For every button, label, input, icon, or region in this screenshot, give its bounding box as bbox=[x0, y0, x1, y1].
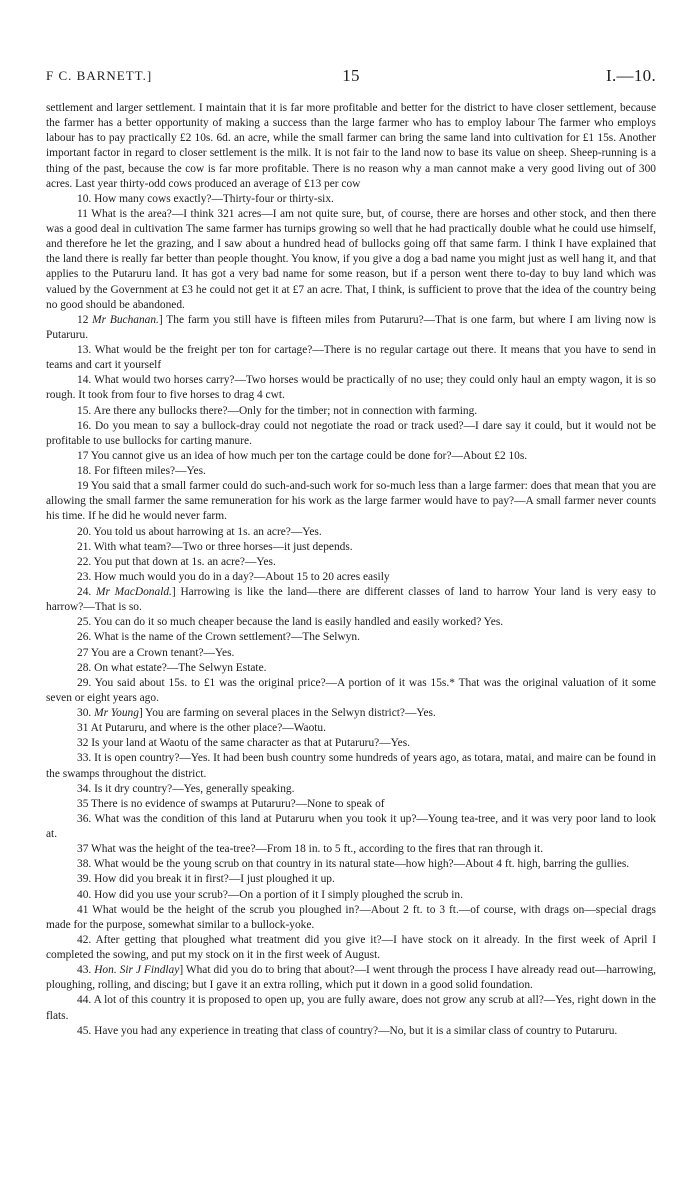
testimony-paragraph bbox=[46, 676, 656, 706]
testimony-paragraph bbox=[46, 1024, 656, 1039]
testimony-paragraph bbox=[46, 525, 656, 540]
question-number: 38. bbox=[77, 858, 94, 871]
question-number: 40. bbox=[77, 888, 95, 901]
question-number: 31 bbox=[77, 722, 91, 735]
question-number: 33. bbox=[77, 752, 95, 765]
question-number: 15. bbox=[77, 404, 94, 417]
question-number: 11 bbox=[77, 207, 92, 220]
testimony-paragraph bbox=[46, 872, 656, 887]
testimony-paragraph bbox=[46, 419, 656, 449]
body-text bbox=[46, 101, 656, 1039]
testimony-paragraph bbox=[46, 555, 656, 570]
speaker-name: Mr Young bbox=[94, 707, 139, 719]
paragraph-text: You are a Crown tenant?—Yes. bbox=[90, 646, 235, 659]
question-number: 39. bbox=[77, 873, 95, 886]
testimony-paragraph bbox=[46, 661, 656, 676]
testimony-paragraph bbox=[46, 842, 656, 857]
question-number: 13. bbox=[77, 344, 95, 356]
testimony-paragraph bbox=[46, 706, 656, 721]
paragraph-text: You can do it so much cheaper because the land is easily handled and easily worked? Yes. bbox=[93, 616, 504, 629]
testimony-paragraph bbox=[46, 933, 656, 963]
paragraph-text: Is it dry country?—Yes, generally speaking. bbox=[94, 782, 295, 795]
testimony-paragraph bbox=[46, 207, 656, 313]
paragraph-text: ] What did you do to bring that about?—I went through the process I have already read out—harrowing, ploughing, rolling, and discing; but I gave it an extra rolling, which put it down in a good solid foundation. bbox=[46, 964, 656, 992]
question-number: 21. bbox=[77, 540, 94, 553]
paragraph-text: For fifteen miles?—Yes. bbox=[94, 465, 206, 477]
testimony-paragraph bbox=[46, 857, 656, 872]
testimony-paragraph bbox=[46, 888, 656, 903]
speaker-name: Hon. Sir J Findlay bbox=[94, 964, 180, 977]
question-number: 25. bbox=[77, 616, 94, 629]
testimony-paragraph bbox=[46, 585, 656, 615]
paragraph-text: settlement and larger settlement. I maintain that it is far more profitable and better for the district to have closer settlement, because the farmer has a better opportunity of making a success than the large farmer who has to employ labour The farmer who employs labour has to pay practically £2 10s. 6d. an acre, while the small farmer can bring the same land into cultivation for £1 15s. Another important factor in regard to closer settlement is the milk. It is not fair to the land now to base its value on sheep. Sheep-running is a thing of the past, because the cow is far more profitable. There is no reason why a man cannot make a very good living out of 300 acres. Last year thirty-odd cows produced an average of £13 per cow bbox=[46, 102, 656, 190]
testimony-paragraph bbox=[46, 449, 656, 464]
question-number: 10. bbox=[77, 192, 95, 205]
paragraph-text: Are there any bullocks there?—Only for the timber; not in connection with farming. bbox=[93, 404, 478, 417]
testimony-paragraph bbox=[46, 993, 656, 1023]
paragraph-text: You told us about harrowing at 1s. an acre?—Yes. bbox=[93, 525, 322, 538]
paragraph-text: On what estate?—The Selwyn Estate. bbox=[94, 661, 267, 674]
paragraph-text: How much would you do in a day?—About 15 to 20 acres easily bbox=[94, 570, 390, 583]
question-number: 26. bbox=[77, 631, 94, 644]
paragraph-text: What would two horses carry?—Two horses would be practically of no use; they could only haul an empty wagon, it is so rough. It took from four to five horses to drag 4 cwt. bbox=[46, 374, 656, 402]
testimony-paragraph bbox=[46, 464, 656, 479]
question-number: 44. bbox=[77, 994, 94, 1007]
testimony-paragraph bbox=[46, 615, 656, 630]
question-number: 24. bbox=[77, 586, 96, 598]
testimony-paragraph bbox=[46, 721, 656, 736]
testimony-paragraph bbox=[46, 101, 656, 192]
question-number: 27 bbox=[77, 646, 91, 659]
question-number: 42. bbox=[77, 933, 96, 946]
question-number: 35 bbox=[77, 797, 92, 810]
testimony-paragraph bbox=[46, 736, 656, 751]
paragraph-text: Do you mean to say a bullock-dray could not negotiate the road or track used?—I dare say it could, but it would not be profitable to use bullocks for carting manure. bbox=[46, 419, 656, 447]
question-number: 20. bbox=[77, 525, 94, 538]
testimony-paragraph bbox=[46, 782, 656, 797]
paragraph-text: You cannot give us an idea of how much per ton the cartage could be done for?—About £2 10s. bbox=[90, 449, 528, 462]
header-page-number: 15 bbox=[342, 66, 360, 85]
paragraph-text: ] Harrowing is like the land—there are different classes of land to harrow Your land is very easy to harrow?—That is so. bbox=[46, 586, 656, 614]
paragraph-text: What would be the height of the scrub you ploughed in?—About 2 ft. to 3 ft.—of course, with drags on—special drags made for the purpose, somewhat similar to a bullock-yoke. bbox=[46, 903, 656, 931]
header-author: F C. BARNETT.] bbox=[46, 68, 153, 83]
paragraph-text: How many cows exactly?—Thirty-four or thirty-six. bbox=[94, 192, 334, 205]
testimony-paragraph bbox=[46, 812, 656, 842]
testimony-paragraph bbox=[46, 343, 656, 373]
paragraph-text: What was the condition of this land at Putaruru when you took it up?—Young tea-tree, and it was very poor land to look at. bbox=[46, 812, 656, 840]
testimony-paragraph bbox=[46, 797, 656, 812]
paragraph-text: Have you had any experience in treating that class of country?—No, but it is a similar class of country to Putaruru. bbox=[94, 1024, 618, 1037]
question-number: 43. bbox=[77, 964, 95, 977]
paragraph-text: What was the height of the tea-tree?—From 18 in. to 5 ft., according to the fires that ran through it. bbox=[91, 843, 544, 856]
question-number: 18. bbox=[77, 465, 95, 477]
paragraph-text: There is no evidence of swamps at Putaruru?—None to speak of bbox=[91, 797, 385, 810]
testimony-paragraph bbox=[46, 373, 656, 403]
testimony-paragraph bbox=[46, 479, 656, 524]
paragraph-text: ] The farm you still have is fifteen miles from Putaruru?—That is one farm, but where I am living now is Putaruru. bbox=[46, 313, 656, 341]
testimony-paragraph bbox=[46, 570, 656, 585]
question-number: 41 bbox=[77, 903, 93, 916]
testimony-paragraph bbox=[46, 192, 656, 207]
paragraph-text: How did you break it in first?—I just ploughed it up. bbox=[94, 873, 335, 886]
paragraph-text: It is open country?—Yes. It had been bush country some hundreds of years ago, as totara, matai, and maire can be found in the swamps throughout the district. bbox=[46, 752, 656, 780]
question-number: 14. bbox=[77, 374, 95, 387]
question-number: 19 bbox=[77, 480, 91, 493]
paragraph-text: What is the area?—I think 321 acres—I am not quite sure, but, of course, there are horses and other stock, and then there was a good deal in cultivation The same farmer has turnips growing so well that he had practically double what he could use himself, and therefore he let the grazing, and I saw about a hundred head of bullocks going off that same farm. I think I have explained that the land there is really far better than people thought. You know, if you give a dog a bad name you might just as well hang it, and that applies to the Putaruru land. It has got a very bad name for some reason, but if a person went there to-day to buy land which was valued by the Government at £3 he could not get it at £7 an acre. That, I think, is sufficient to prove that the idea of the country being no good should be abandoned. bbox=[46, 207, 657, 311]
testimony-paragraph bbox=[46, 646, 656, 661]
question-number: 32 bbox=[77, 737, 92, 750]
testimony-paragraph bbox=[46, 630, 656, 645]
question-number: 29. bbox=[77, 676, 95, 689]
question-number: 36. bbox=[77, 812, 95, 825]
question-number: 12 bbox=[77, 313, 93, 326]
testimony-paragraph bbox=[46, 963, 656, 993]
paragraph-text: Is your land at Waotu of the same character as that at Putaruru?—Yes. bbox=[91, 737, 411, 750]
question-number: 30. bbox=[77, 707, 95, 719]
question-number: 28. bbox=[77, 661, 95, 674]
paragraph-text: What would be the young scrub on that country in its natural state—how high?—About 4 ft. high, barring the gullies. bbox=[93, 858, 630, 871]
document-page bbox=[46, 66, 656, 1039]
testimony-paragraph bbox=[46, 903, 656, 933]
question-number: 16. bbox=[77, 419, 95, 432]
question-number: 23. bbox=[77, 570, 95, 583]
question-number: 45. bbox=[77, 1024, 95, 1037]
paragraph-text: You said about 15s. to £1 was the original price?—A portion of it was 15s.* That was the original valuation of it some seven or eight years ago. bbox=[46, 676, 656, 704]
question-number: 34. bbox=[77, 782, 95, 795]
speaker-name: Mr Buchanan. bbox=[92, 313, 159, 326]
question-number: 22. bbox=[77, 555, 94, 568]
paragraph-text: How did you use your scrub?—On a portion of it I simply ploughed the scrub in. bbox=[94, 888, 463, 901]
speaker-name: Mr MacDonald. bbox=[95, 586, 172, 598]
header-document-reference: I.—10. bbox=[606, 66, 656, 85]
paragraph-text: A lot of this country it is proposed to open up, you are fully aware, does not grow any scrub at all?—Yes, right down in the flats. bbox=[46, 994, 656, 1022]
paragraph-text: ] You are farming on several places in the Selwyn district?—Yes. bbox=[138, 707, 436, 719]
testimony-paragraph bbox=[46, 313, 656, 343]
testimony-paragraph bbox=[46, 404, 656, 419]
paragraph-text: You said that a small farmer could do such-and-such work for so-much less than a large farmer: does that mean that you are allowing the small farmer the same remuneration for his work as the large farmer would have to pay?—A small farmer never counts his time. If he did he would never farm. bbox=[46, 480, 656, 523]
page-header bbox=[46, 66, 656, 88]
question-number: 17 bbox=[77, 449, 91, 462]
paragraph-text: At Putaruru, and where is the other place?—Waotu. bbox=[90, 722, 326, 735]
question-number: 37 bbox=[77, 843, 92, 856]
paragraph-text: What is the name of the Crown settlement?—The Selwyn. bbox=[93, 631, 360, 644]
testimony-paragraph bbox=[46, 751, 656, 781]
paragraph-text: With what team?—Two or three horses—it just depends. bbox=[93, 540, 353, 553]
paragraph-text: After getting that ploughed what treatment did you give it?—I have stock on it already. In the first week of April I completed the sowing, and put my stock on it in the first week of August. bbox=[46, 933, 656, 961]
paragraph-text: You put that down at 1s. an acre?—Yes. bbox=[93, 555, 276, 568]
paragraph-text: What would be the freight per ton for cartage?—There is no regular cartage out there. It means that you have to send in teams and cart it yourself bbox=[46, 344, 656, 372]
testimony-paragraph bbox=[46, 540, 656, 555]
